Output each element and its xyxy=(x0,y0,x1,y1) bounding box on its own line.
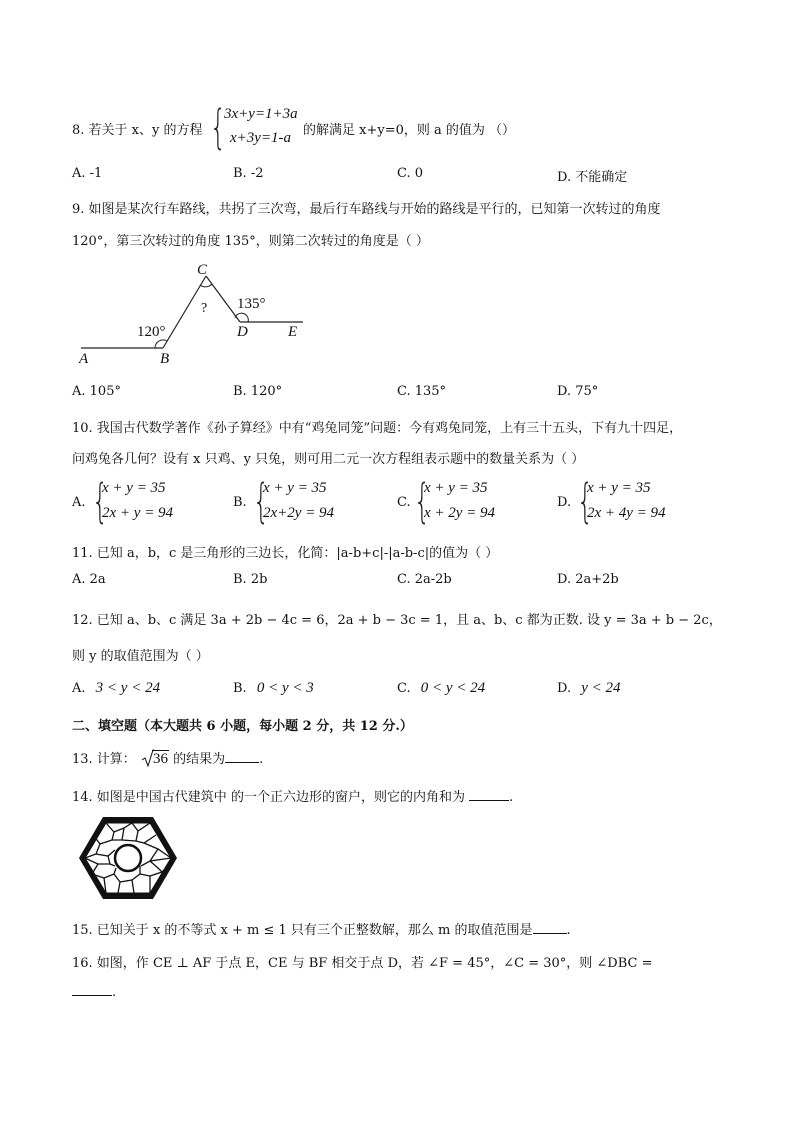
q12-option-d xyxy=(557,680,621,697)
q12-line1: 12. 已知 a、b、c 满足 3a + 2b − 4c = 6，2a + b − 3c = 1，且 a、b、c 都为正数. 设 y = 3a + b − 2c， xyxy=(72,613,722,628)
q8-brace: { xyxy=(210,100,227,154)
q16-end: . xyxy=(112,985,117,1000)
q16-line2 xyxy=(72,985,116,1000)
q8-option-b: B. -2 xyxy=(233,166,264,181)
q12-option-c-expr: 0 < y < 24 xyxy=(420,680,486,696)
q10-option-a-letter: A. xyxy=(72,495,86,510)
q12-option-b xyxy=(233,680,314,697)
q15-stem xyxy=(72,919,571,938)
q13-answer-blank[interactable] xyxy=(225,752,259,763)
q9-line1: 9. 如图是某次行车路线，共拐了三次弯，最后行车路线与开始的路线是平行的，已知第一次转过的角度 xyxy=(72,202,661,217)
q10-option-b xyxy=(233,474,383,528)
q12-option-c-letter: C. xyxy=(397,681,411,696)
q12-option-d-expr: y < 24 xyxy=(581,680,621,696)
q10-option-a-eq1: x + y = 35 xyxy=(102,480,166,496)
q10-option-c-eq1: x + y = 35 xyxy=(424,480,488,496)
q10-option-b-letter: B. xyxy=(233,495,247,510)
q14-text: 14. 如图是中国古代建筑中 的一个正六边形的窗户，则它的内角和为 xyxy=(72,790,465,805)
segment-bc xyxy=(163,276,206,348)
hexagon-window-figure xyxy=(78,816,178,900)
q13-sqrt xyxy=(142,751,169,768)
q15-answer-blank[interactable] xyxy=(533,923,567,934)
segment-cd xyxy=(206,276,240,322)
q14-end: . xyxy=(509,790,514,805)
q14-answer-blank[interactable] xyxy=(469,790,509,801)
q12-option-a-expr: 3 < y < 24 xyxy=(95,680,161,696)
label-b: B xyxy=(160,351,170,367)
angle-label-d: 135° xyxy=(237,296,266,312)
q12-option-b-expr: 0 < y < 3 xyxy=(256,680,314,696)
q8-stem xyxy=(72,119,202,138)
angle-arc-c xyxy=(200,284,212,287)
q10-option-a xyxy=(72,474,222,528)
q13-suffix: 的结果为 xyxy=(173,752,226,767)
q11-option-a: A. 2a xyxy=(72,572,106,587)
q8-prefix: 8. 若关于 x、y 的方程 xyxy=(72,123,203,138)
q8-eq1: 3x+y=1+3a xyxy=(224,106,298,122)
q15-text: 15. 已知关于 x 的不等式 x + m ≤ 1 只有三个正整数解，那么 m 的取值范围是 xyxy=(72,923,533,938)
q13-prefix: 13. 计算： xyxy=(72,752,136,767)
q8-option-c: C. 0 xyxy=(397,166,424,181)
q11-option-b: B. 2b xyxy=(233,572,268,587)
label-d: D xyxy=(237,324,248,340)
q10-option-c-eq2: x + 2y = 94 xyxy=(424,505,496,521)
q15-end: . xyxy=(566,923,571,938)
angle-label-c: ? xyxy=(201,301,208,316)
q12-option-a xyxy=(72,680,160,697)
q8-equation-system xyxy=(210,100,310,154)
label-a: A xyxy=(79,351,89,367)
q9-option-a: A. 105° xyxy=(72,384,121,399)
q8-suffix: 的解满足 x+y=0，则 a 的值为 （） xyxy=(303,123,516,138)
q10-option-c-brace: { xyxy=(414,474,431,528)
q10-option-d-eq1: x + y = 35 xyxy=(587,480,651,496)
q9-option-c: C. 135° xyxy=(397,384,447,399)
q12-line2: 则 y 的取值范围为（ ） xyxy=(72,649,209,664)
q8-option-a: A. -1 xyxy=(72,166,103,181)
q9-option-d: D. 75° xyxy=(557,384,599,399)
q10-option-a-brace: { xyxy=(92,474,109,528)
q9-line2: 120°，第三次转过的角度 135°，则第二次转过的角度是（ ） xyxy=(72,234,429,249)
q13-radicand: 36 xyxy=(152,751,168,767)
q10-option-d-eq2: 2x + 4y = 94 xyxy=(587,505,666,521)
q10-option-b-eq2: 2x+2y = 94 xyxy=(263,505,335,521)
q10-line2: 问鸡兔各几何？设有 x 只鸡、y 只兔，则可用二元一次方程组表示题中的数量关系为（ ） xyxy=(72,452,585,467)
q16-answer-blank[interactable] xyxy=(72,985,112,996)
q10-option-d-letter: D. xyxy=(557,495,572,510)
q10-option-d-brace: { xyxy=(577,474,594,528)
q12-option-a-letter: A. xyxy=(72,681,86,696)
q9-route-figure xyxy=(75,258,315,370)
label-c: C xyxy=(197,262,208,278)
radical-sign-icon xyxy=(142,749,154,769)
label-e: E xyxy=(288,324,298,340)
q12-option-c xyxy=(397,680,485,697)
q9-option-b: B. 120° xyxy=(233,384,283,399)
q10-option-b-eq1: x + y = 35 xyxy=(263,480,327,496)
q10-option-c-letter: C. xyxy=(397,495,411,510)
q12-option-d-letter: D. xyxy=(557,681,572,696)
q11-stem: 11. 已知 a，b，c 是三角形的三边长，化简：|a-b+c|-|a-b-c|的值为（ ） xyxy=(72,546,499,561)
q11-option-d: D. 2a+2b xyxy=(557,572,619,587)
q12-option-b-letter: B. xyxy=(233,681,247,696)
q10-line1: 10. 我国古代数学著作《孙子算经》中有“鸡兔同笼”问题：今有鸡兔同笼，上有三十五头，下有九十四足， xyxy=(72,421,683,436)
q8-eq2: x+3y=1-a xyxy=(230,130,292,146)
q10-option-a-eq2: 2x + y = 94 xyxy=(102,505,174,521)
q13-stem xyxy=(72,748,263,768)
q11-option-c: C. 2a-2b xyxy=(397,572,452,587)
q16-line1: 16. 如图，作 CE ⊥ AF 于点 E，CE 与 BF 相交于点 D，若 ∠F = 45°，∠C = 30°，则 ∠DBC = xyxy=(72,956,653,971)
q10-option-b-brace: { xyxy=(253,474,270,528)
q13-end: . xyxy=(259,752,264,767)
q8-option-d: D. 不能确定 xyxy=(557,170,628,185)
q14-stem xyxy=(72,786,513,805)
q10-option-c xyxy=(397,474,547,528)
q10-option-d xyxy=(557,474,717,528)
section2-heading: 二、填空题（本大题共 6 小题，每小题 2 分，共 12 分.） xyxy=(72,719,413,734)
angle-label-b: 120° xyxy=(137,324,166,340)
